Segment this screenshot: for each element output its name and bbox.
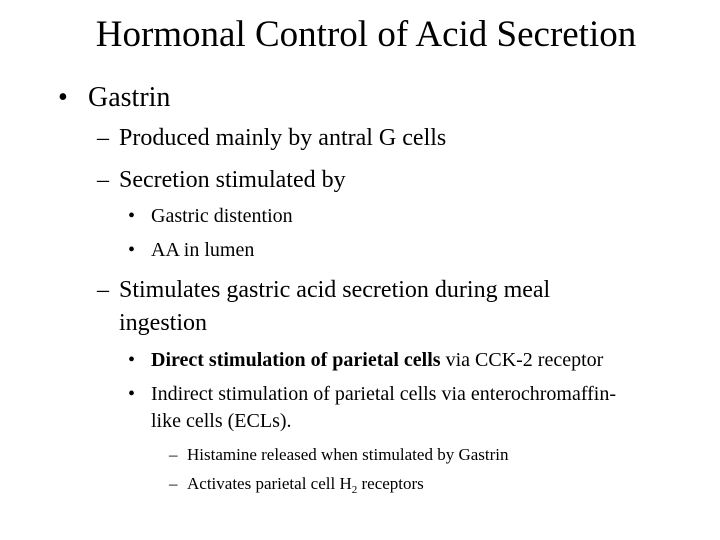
indirect-line1: Indirect stimulation of parietal cells via enterochromaffin- [151, 383, 617, 405]
slide-title: Hormonal Control of Acid Secretion [95, 14, 637, 55]
indirect-line2: like cells (ECLs). [151, 410, 292, 432]
direct-stimulation [151, 343, 603, 377]
dash-marker: – [97, 277, 109, 303]
sub-produced: Produced mainly by antral G cells [119, 125, 447, 151]
bullet-marker: • [128, 205, 136, 227]
activates-suffix: receptors [357, 474, 424, 493]
sub3-aa: AA in lumen [151, 239, 255, 261]
bullet-gastrin: Gastrin [88, 82, 171, 113]
sub-secretion: Secretion stimulated by [119, 167, 346, 193]
dash-marker: – [97, 125, 109, 151]
direct-rest-text: via CCK-2 receptor [440, 349, 604, 371]
activates-prefix: Activates parietal cell H [187, 474, 352, 493]
activates-subscript: 2 [351, 484, 358, 496]
bullet-marker: • [128, 383, 136, 405]
dash-marker: – [169, 445, 178, 464]
bullet-marker: • [128, 349, 136, 371]
sub-stimulates-line1: Stimulates gastric acid secretion during meal [119, 277, 551, 303]
direct-bold-text: Direct stimulation of parietal cells [151, 349, 441, 371]
histamine-line: Histamine released when stimulated by Gastrin [187, 445, 509, 464]
activates-line [187, 469, 424, 498]
dash-marker: – [97, 167, 109, 193]
bullet-marker: • [58, 82, 68, 113]
sub-stimulates-line2: ingestion [119, 310, 207, 336]
sub3-distention: Gastric distention [151, 205, 293, 227]
dash-marker: – [169, 474, 178, 493]
bullet-marker: • [128, 239, 136, 261]
